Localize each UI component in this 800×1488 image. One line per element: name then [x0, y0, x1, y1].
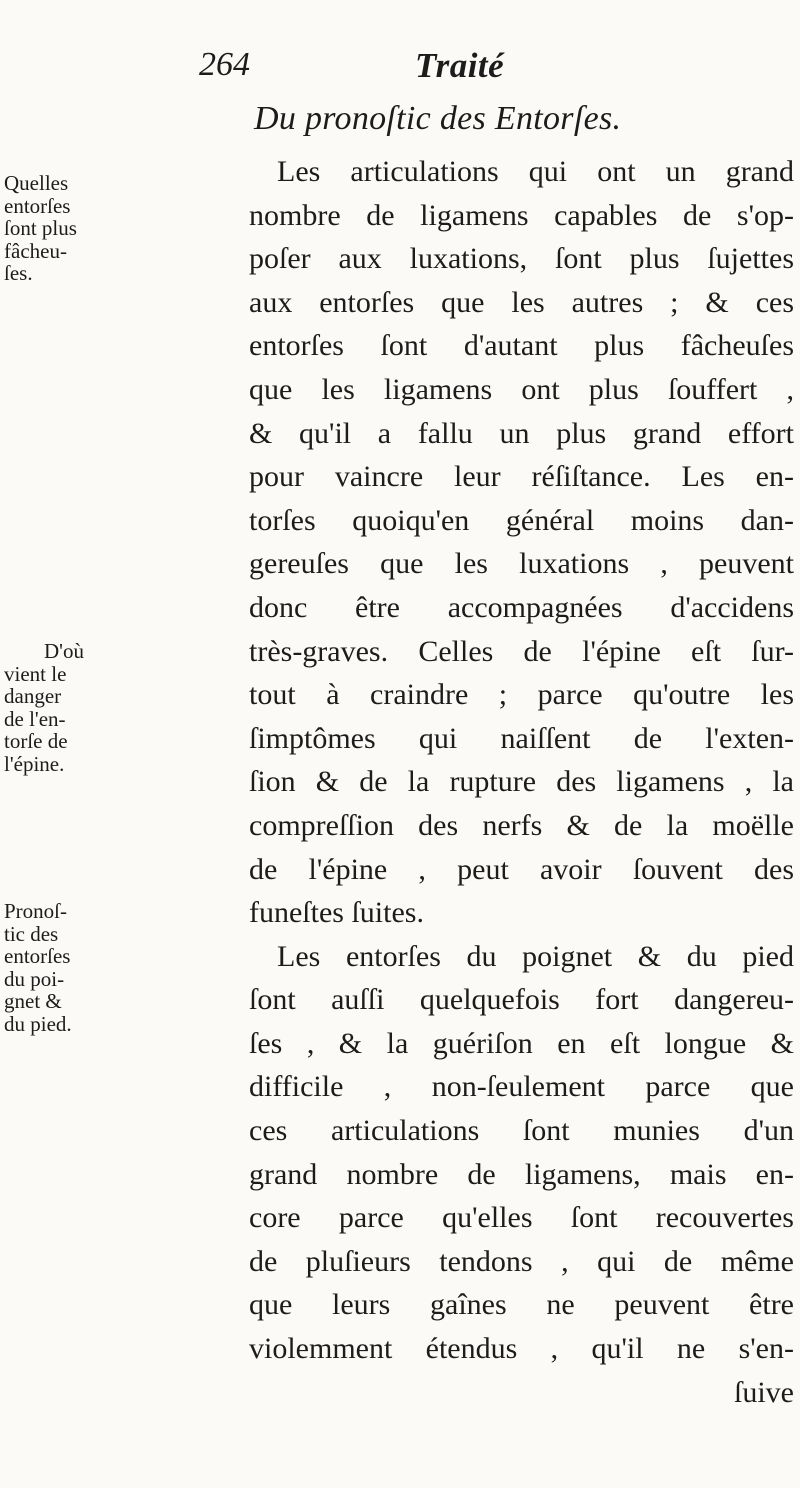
- text-line: grand nombre de ligamens, mais en-: [249, 1157, 794, 1191]
- text-line: & qu'il a fallu un plus grand effort: [249, 416, 794, 450]
- margin-note-line: entorſes: [4, 944, 71, 968]
- text-line: tout à craindre ; parce qu'outre les: [249, 678, 794, 712]
- text-line: donc être accompagnées d'accidens: [249, 590, 794, 624]
- margin-note-quelles-entorses: [4, 172, 94, 285]
- margin-note-line: Pronoſ-: [4, 899, 67, 923]
- margin-note-line: de l'en-: [4, 706, 66, 731]
- text-line: très-graves. Celles de l'épine eſt ſur-: [249, 634, 794, 668]
- margin-note-danger-epine: [4, 640, 94, 775]
- text-line: Les articulations qui ont un grand: [277, 155, 794, 188]
- margin-note-line: torſe de: [4, 729, 68, 753]
- margin-note-line: gnet &: [4, 989, 62, 1013]
- margin-note-line: danger: [4, 684, 62, 708]
- margin-note-line: tic des: [4, 921, 59, 946]
- text-line: ſes , & la guériſon en eſt longue &: [249, 1026, 794, 1060]
- body-text: [249, 150, 794, 1414]
- text-line: pour vaincre leur réſiſtance. Les en-: [249, 460, 794, 494]
- text-line: difficile , non-ſeulement parce que: [249, 1070, 794, 1104]
- text-line: que leurs gaînes ne peuvent être: [249, 1288, 794, 1322]
- margin-note-line: fâcheu-: [4, 238, 67, 263]
- text-line: de pluſieurs tendons , qui de même: [249, 1244, 794, 1278]
- section-title: Du pronoſtic des Entorſes.: [254, 100, 622, 137]
- margin-note-line: Quelles: [4, 171, 69, 195]
- text-line: poſer aux luxations, ſont plus ſujettes: [249, 242, 794, 276]
- text-line: ſont auſſi quelquefois fort dangereu-: [249, 983, 794, 1017]
- text-line: gereuſes que les luxations , peuvent: [249, 547, 794, 581]
- text-line: torſes quoiqu'en général moins dan-: [249, 503, 794, 537]
- text-line: compreſſion des nerfs & de la moëlle: [249, 808, 794, 842]
- text-line: nombre de ligamens capables de s'op-: [249, 198, 794, 232]
- margin-note-line: ſes.: [4, 261, 33, 285]
- margin-note-line: ſont plus: [4, 216, 77, 240]
- text-line: funeſtes ſuites.: [249, 896, 424, 930]
- running-title: Traité: [415, 46, 505, 85]
- text-line: ſion & de la rupture des ligamens , la: [249, 765, 794, 799]
- text-line: violemment étendus , qu'il ne s'en-: [249, 1332, 794, 1366]
- catchword: ſuive: [734, 1375, 794, 1409]
- margin-note-line: du poi-: [4, 966, 65, 991]
- text-line: que les ligamens ont plus ſouffert ,: [249, 372, 794, 406]
- text-line: core parce qu'elles ſont recouvertes: [249, 1201, 794, 1235]
- margin-note-line: D'où: [44, 639, 84, 663]
- margin-note-line: vient le: [4, 661, 67, 686]
- margin-note-line: l'épine.: [4, 751, 65, 776]
- margin-note-line: entorſes: [4, 193, 71, 218]
- text-line: Les entorſes du poignet & du pied: [277, 939, 794, 973]
- margin-note-line: du pied.: [4, 1011, 72, 1036]
- text-line: ces articulations ſont munies d'un: [249, 1114, 794, 1148]
- page-header: [0, 46, 800, 96]
- text-line: aux entorſes que les autres ; & ces: [249, 285, 794, 319]
- margin-note-pronostic: [4, 900, 94, 1035]
- text-line: de l'épine , peut avoir ſouvent des: [249, 852, 794, 886]
- text-line: entorſes ſont d'autant plus fâcheuſes: [249, 329, 794, 363]
- page-number: 264: [199, 46, 250, 83]
- text-line: ſimptômes qui naiſſent de l'exten-: [249, 721, 794, 755]
